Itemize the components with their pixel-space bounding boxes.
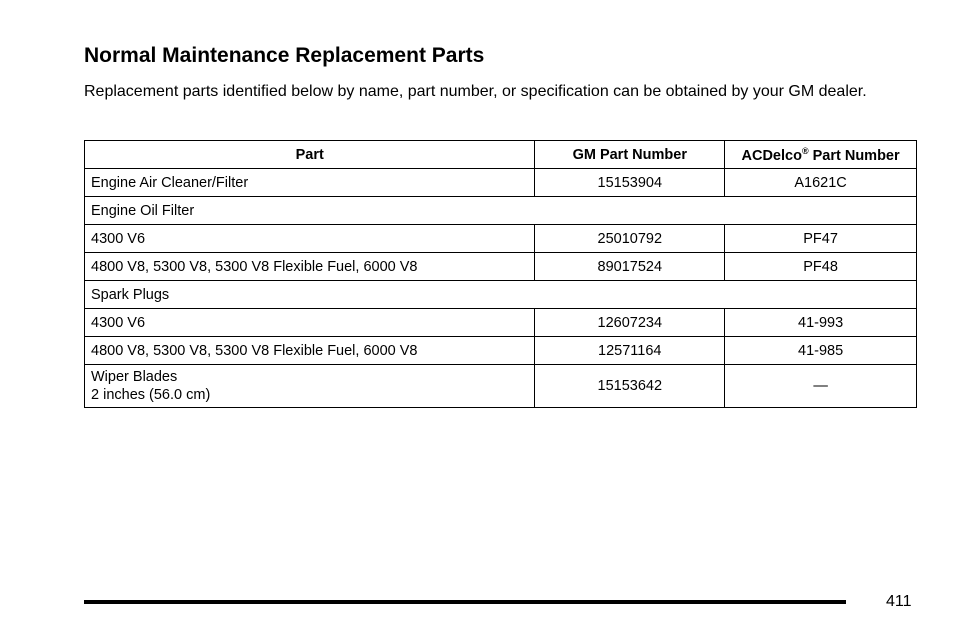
table-row (85, 253, 917, 281)
acdelco-brand: ACDelco (741, 147, 802, 164)
header-gm-part-number: GM Part Number (535, 141, 725, 169)
table-section-row (85, 197, 917, 225)
acdelco-number-cell: 41-985 (725, 337, 917, 365)
section-cell: Engine Oil Filter (85, 197, 917, 225)
part-cell: 4300 V6 (85, 309, 535, 337)
section-cell: Spark Plugs (85, 281, 917, 309)
registered-mark: ® (801, 145, 809, 156)
part-cell: 4300 V6 (85, 225, 535, 253)
gm-number-cell: 15153642 (535, 365, 725, 408)
part-cell: 4800 V8, 5300 V8, 5300 V8 Flexible Fuel, 6000 V8 (85, 253, 535, 281)
gm-number-cell: 12607234 (535, 309, 725, 337)
part-cell: 4800 V8, 5300 V8, 5300 V8 Flexible Fuel, 6000 V8 (85, 337, 535, 365)
header-acdelco-part-number (725, 141, 917, 169)
table-header-row (85, 141, 917, 169)
acdelco-suffix: Part Number (808, 147, 900, 164)
table-section-row (85, 281, 917, 309)
table-row (85, 225, 917, 253)
table-row (85, 309, 917, 337)
gm-number-cell: 15153904 (535, 169, 725, 197)
acdelco-number-cell: — (725, 365, 917, 408)
acdelco-number-cell: PF48 (725, 253, 917, 281)
table-row (85, 337, 917, 365)
page-number: 411 (886, 593, 912, 610)
acdelco-number-cell: PF47 (725, 225, 917, 253)
part-name: Wiper Blades (91, 369, 178, 385)
page-title: Normal Maintenance Replacement Parts (84, 44, 485, 67)
replacement-parts-table (84, 140, 917, 408)
part-cell (85, 365, 535, 408)
gm-number-cell: 89017524 (535, 253, 725, 281)
acdelco-number-cell: 41-993 (725, 309, 917, 337)
footer-rule (84, 600, 846, 604)
table-row (85, 365, 917, 408)
part-size: 2 inches (56.0 cm) (91, 387, 211, 403)
intro-paragraph: Replacement parts identified below by name, part number, or specification can be obtained by your GM dealer. (84, 83, 867, 100)
part-cell: Engine Air Cleaner/Filter (85, 169, 535, 197)
acdelco-number-cell: A1621C (725, 169, 917, 197)
header-part: Part (85, 141, 535, 169)
gm-number-cell: 12571164 (535, 337, 725, 365)
gm-number-cell: 25010792 (535, 225, 725, 253)
table-row (85, 169, 917, 197)
